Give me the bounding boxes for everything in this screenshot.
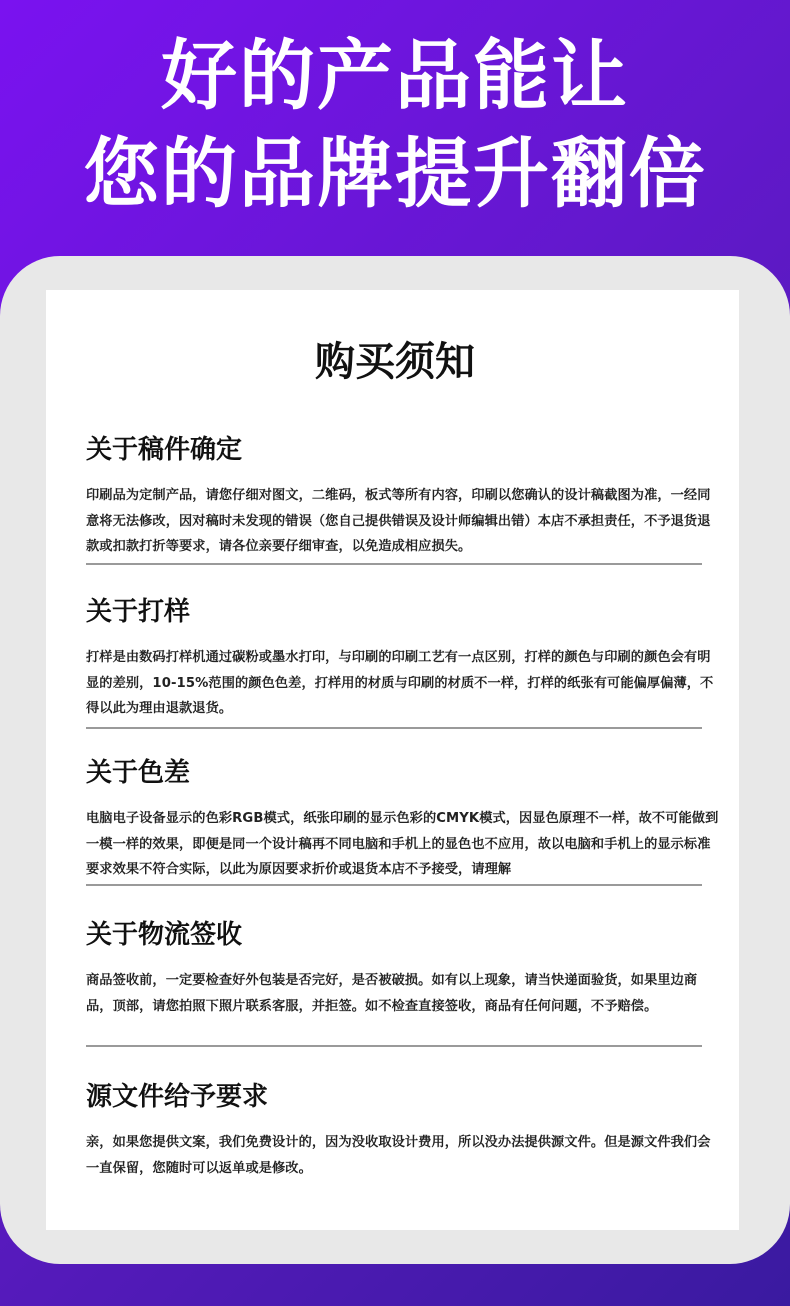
section-text: 打样是由数码打样机通过碳粉或墨水打印，与印刷的印刷工艺有一点区别，打样的颜色与印刷的颜色会有明显的差别，10-15%范围的颜色色差，打样用的材质与印刷的材质不一样，打样的纸张有可能偏厚偏薄，不得以此为理由退款退货。: [86, 650, 714, 716]
section-draft-confirmation: [86, 437, 720, 560]
section-heading: 关于打样: [86, 597, 191, 627]
section-text: 印刷品为定制产品，请您仔细对图文，二维码，板式等所有内容，印刷以您确认的设计稿截图为准，一经同意将无法修改，因对稿时未发现的错误（您自己提供错误及设计师编辑出错）本店不承担责任，不予退货退款或扣款打折等要求，请各位亲要仔细审查，以免造成相应损失。: [86, 488, 711, 554]
section-text: 亲，如果您提供文案，我们免费设计的，因为没收取设计费用，所以没办法提供源文件。但是源文件我们会一直保留，您随时可以返单或是修改。: [86, 1135, 711, 1176]
card-title: 购买须知: [315, 339, 475, 385]
section-heading: 关于色差: [86, 758, 191, 788]
headline-line-2: 您的品牌提升翻倍: [83, 129, 707, 218]
section-heading: 关于稿件确定: [86, 435, 243, 465]
section-divider: [86, 727, 702, 729]
headline-line-1: 好的产品能让: [161, 31, 629, 120]
section-color-difference: [86, 760, 720, 883]
section-divider: [86, 884, 702, 886]
section-heading: 关于物流签收: [86, 920, 243, 950]
section-divider: [86, 1045, 702, 1047]
section-proofing: [86, 599, 720, 722]
section-source-files: [86, 1084, 720, 1181]
section-text: 商品签收前，一定要检查好外包装是否完好，是否被破损。如有以上现象，请当快递面验货，如果里边商品，顶部，请您拍照下照片联系客服，并拒签。如不检查直接签收，商品有任何问题，不予赔偿。: [86, 973, 698, 1014]
section-text: 电脑电子设备显示的色彩RGB模式，纸张印刷的显示色彩的CMYK模式，因显色原理不一样，故不可能做到一模一样的效果，即便是同一个设计稿再不同电脑和手机上的显色也不应用，故以电脑和手机上的显示标准要求效果不符合实际，以此为原因要求折价或退货本店不予接受，请理解: [86, 811, 719, 877]
section-logistics-receipt: [86, 922, 720, 1019]
section-divider: [86, 563, 702, 565]
section-heading: 源文件给予要求: [86, 1082, 269, 1112]
